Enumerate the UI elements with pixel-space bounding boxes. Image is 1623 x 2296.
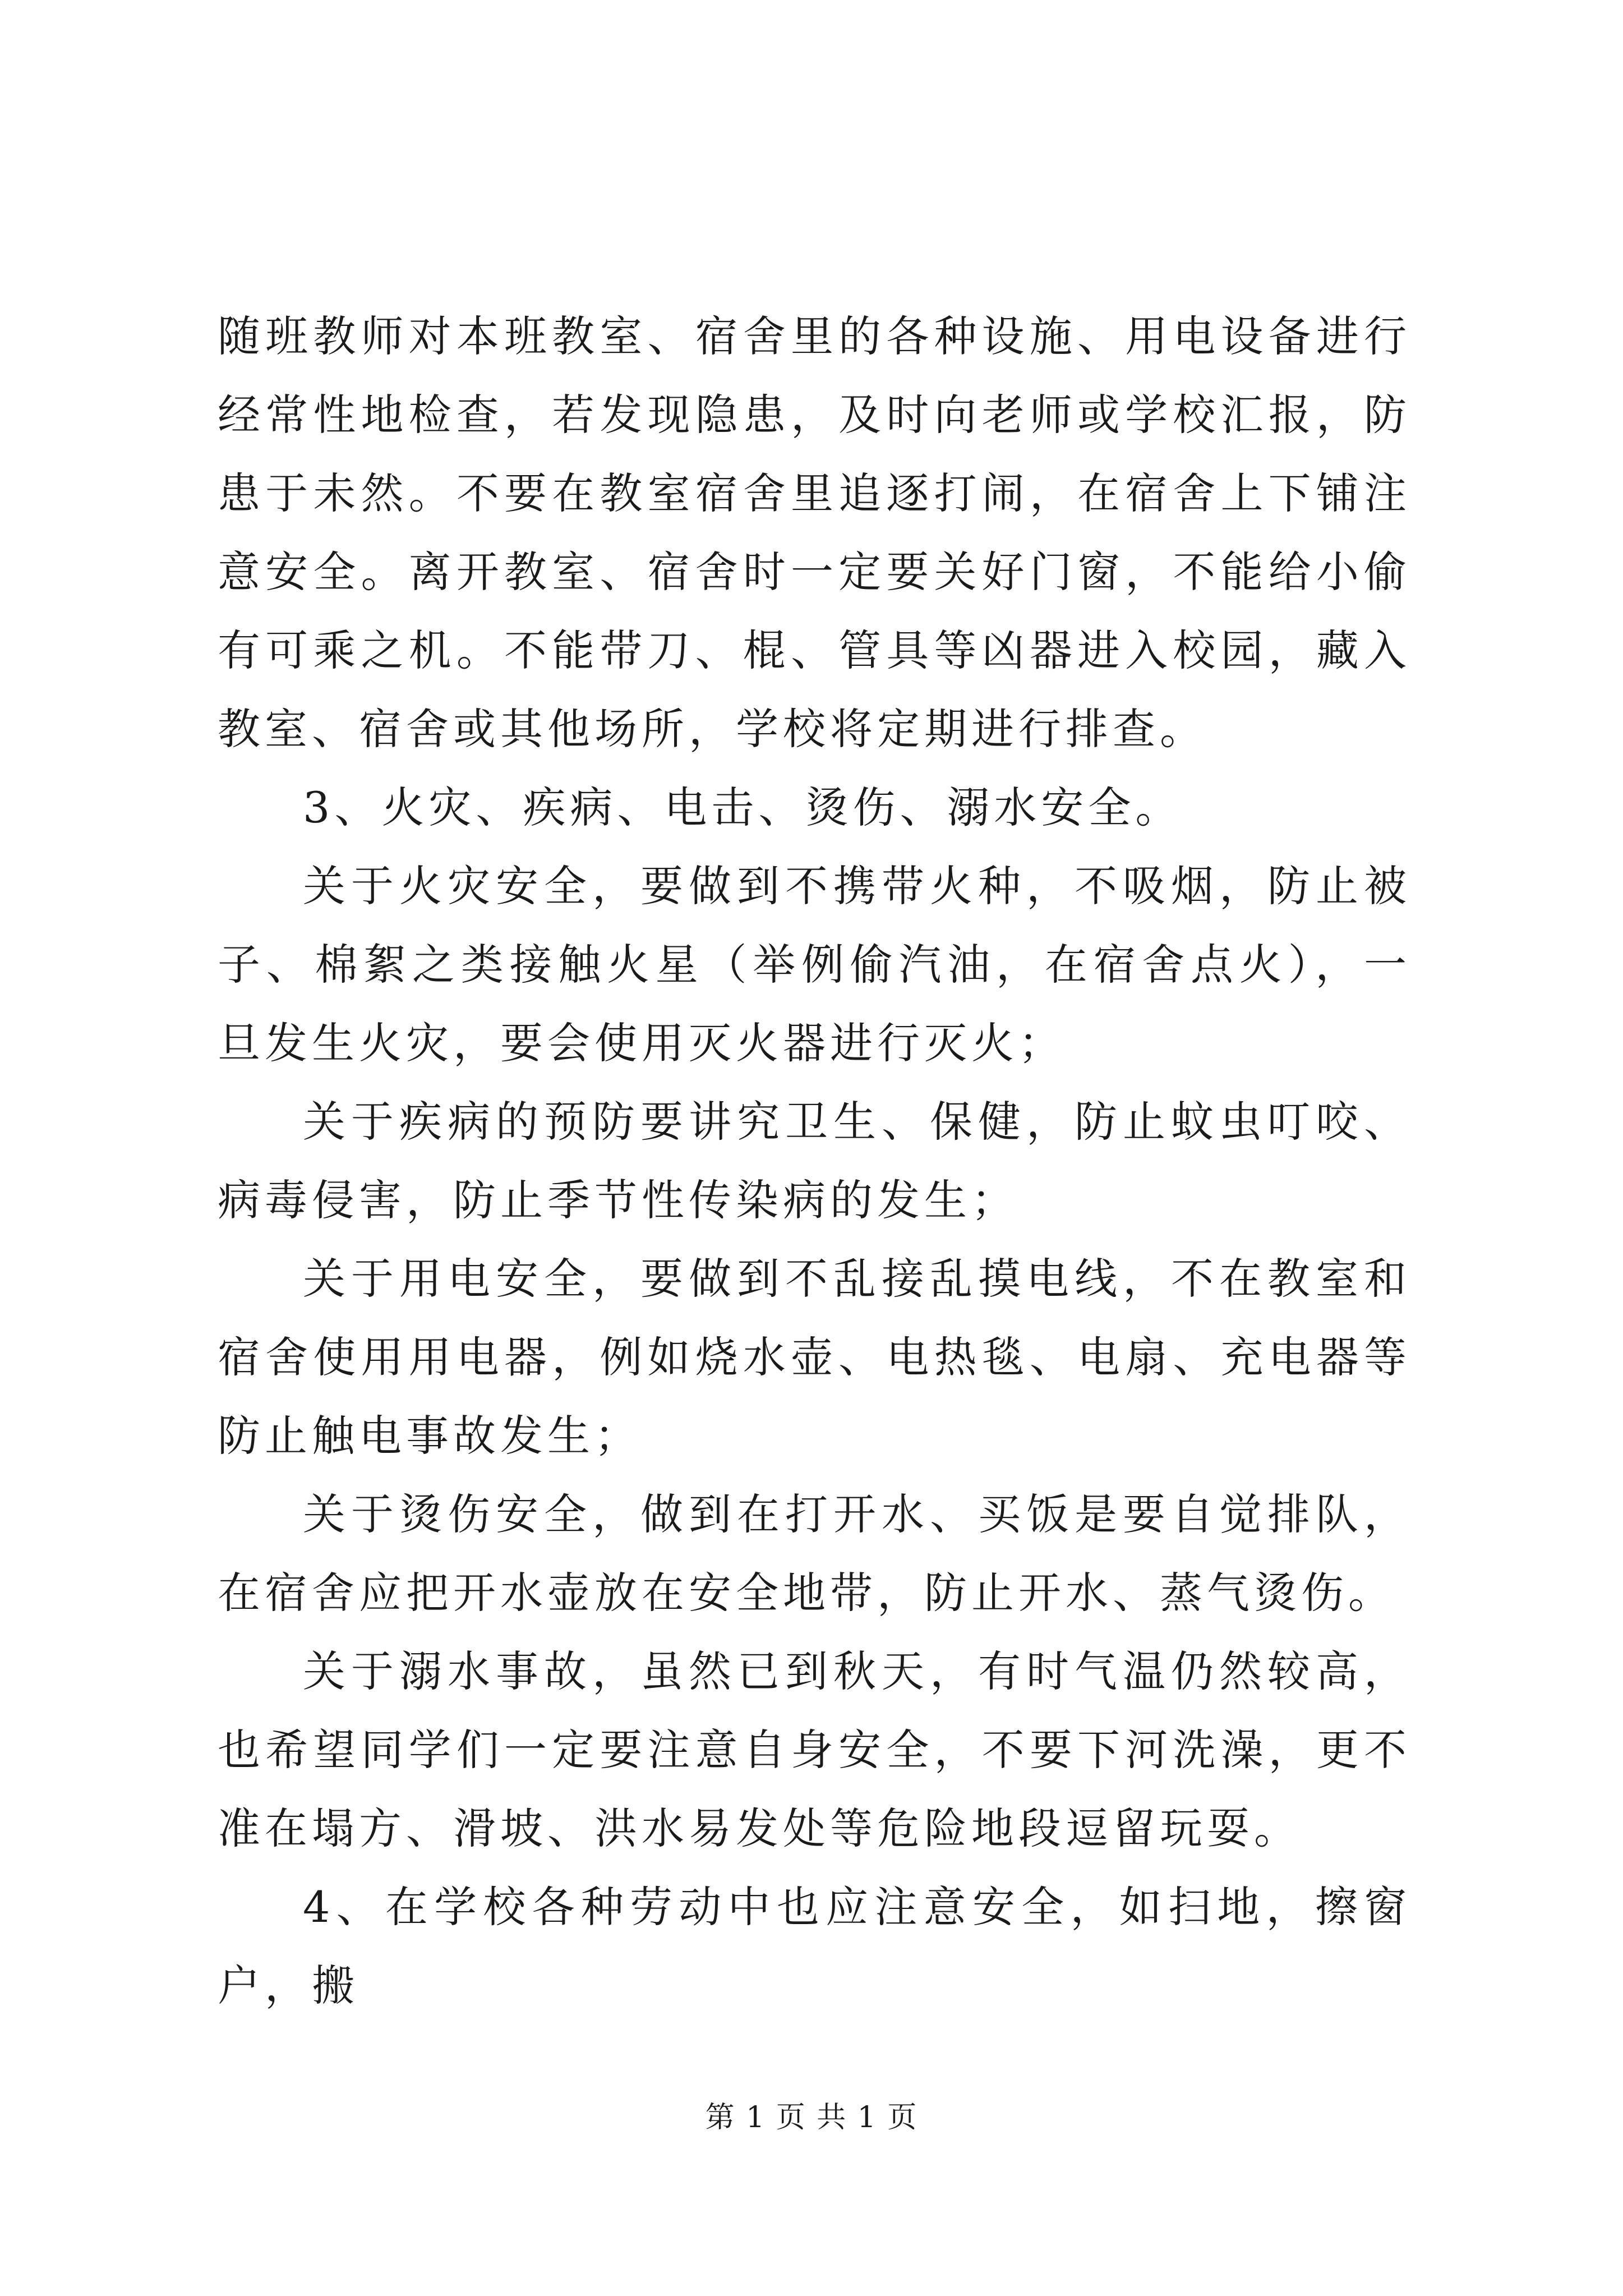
paragraph-fire-safety: 关于火灾安全，要做到不携带火种，不吸烟，防止被子、棉絮之类接触火星（举例偷汽油，在宿舍点火），一旦发生火灾，要会使用灭火器进行灭火；: [218, 861, 1411, 1068]
document-body: [218, 297, 1411, 2025]
paragraph-section-3-heading: 3、火灾、疾病、电击、烫伤、溺水安全。: [303, 783, 1183, 832]
paragraph-dormitory-safety: 随班教师对本班教室、宿舍里的各种设施、用电设备进行经常性地检查，若发现隐患，及时向老师或学校汇报，防患于未然。不要在教室宿舍里追逐打闹，在宿舍上下铺注意安全。离开教室、宿舍时一定要关好门窗，不能给小偷有可乘之机。不能带刀、棍、管具等凶器进入校园，藏入教室、宿舍或其他场所，学校将定期进行排查。: [218, 311, 1411, 754]
paragraph-disease-prevention: 关于疾病的预防要讲究卫生、保健，防止蚊虫叮咬、病毒侵害，防止季节性传染病的发生；: [218, 1097, 1411, 1225]
paragraph-scald-safety: 关于烫伤安全，做到在打开水、买饭是要自觉排队，在宿舍应把开水壶放在安全地带，防止开水、蒸气烫伤。: [218, 1489, 1411, 1618]
paragraph-section-4-labor-safety: 4、在学校各种劳动中也应注意安全，如扫地，擦窗户，搬: [218, 1882, 1411, 2010]
page-footer: [0, 2098, 1623, 2137]
page-number-label: 第 1 页 共 1 页: [705, 2101, 918, 2134]
paragraph-drowning-safety: 关于溺水事故，虽然已到秋天，有时气温仍然较高，也希望同学们一定要注意自身安全，不要下河洗澡，更不准在塌方、滑坡、洪水易发处等危险地段逗留玩耍。: [218, 1646, 1411, 1853]
paragraph-electric-safety: 关于用电安全，要做到不乱接乱摸电线，不在教室和宿舍使用用电器，例如烧水壶、电热毯、电扇、充电器等防止触电事故发生；: [218, 1254, 1411, 1461]
